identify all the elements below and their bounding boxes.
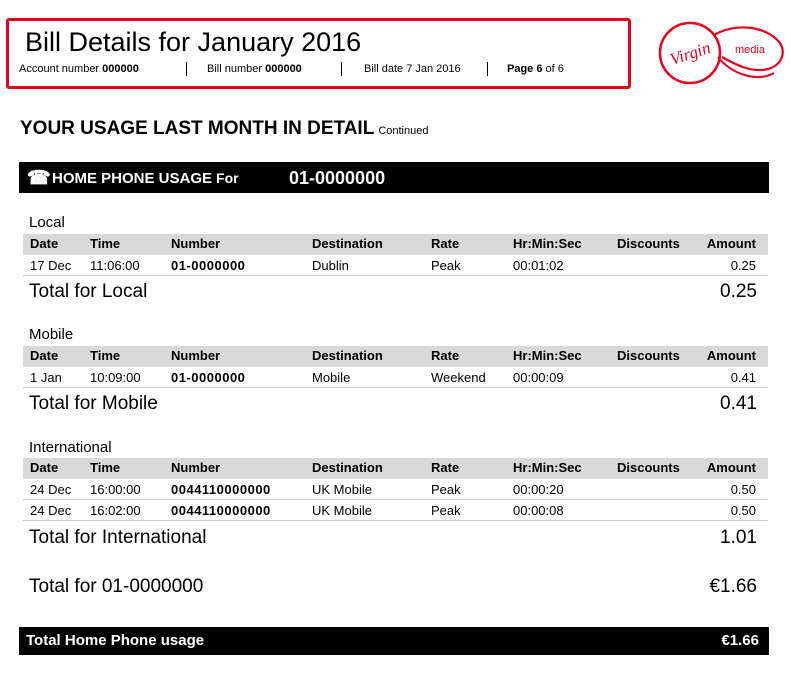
page-indicator: Page 6 of 6 xyxy=(507,63,564,75)
home-phone-usage-bar xyxy=(19,162,769,193)
column-header: Time xyxy=(90,236,121,251)
bill-title: Bill Details for January 2016 xyxy=(25,27,362,57)
column-header: Date xyxy=(30,348,59,363)
column-header: Date xyxy=(30,236,59,251)
bill-header xyxy=(6,18,631,89)
column-header: Rate xyxy=(431,460,460,475)
column-header: Hr:Min:Sec xyxy=(513,460,582,475)
virgin-media-logo xyxy=(656,13,786,93)
telephone-icon: ☎ xyxy=(27,168,51,189)
table-header xyxy=(23,234,768,255)
table-header xyxy=(23,346,768,367)
column-header: Rate xyxy=(431,348,460,363)
table-header xyxy=(23,458,768,479)
logo-product-text: media xyxy=(735,44,765,56)
group-label-international: International xyxy=(29,439,112,456)
column-header: Number xyxy=(171,348,221,363)
logo-brand-text: Virgin xyxy=(667,38,713,69)
column-header: Discounts xyxy=(617,236,680,251)
continued-label: Continued xyxy=(378,125,429,137)
table-row: 17 Dec 11:06:00 01-0000000 Dublin Peak 00:01:02 0.25 xyxy=(23,255,768,276)
column-header: Hr:Min:Sec xyxy=(513,348,582,363)
account-number: Account number 000000 xyxy=(19,63,139,75)
column-header: Discounts xyxy=(617,348,680,363)
column-header: Destination xyxy=(312,348,383,363)
column-header: Time xyxy=(90,348,121,363)
column-header: Date xyxy=(30,460,59,475)
home-phone-usage-label: HOME PHONE USAGE For xyxy=(52,170,239,187)
total-home-phone-usage-label: Total Home Phone usage xyxy=(26,632,205,649)
column-header: Number xyxy=(171,460,221,475)
column-header: Discounts xyxy=(617,460,680,475)
bill-number: Bill number 000000 xyxy=(207,63,302,75)
column-header: Rate xyxy=(431,236,460,251)
column-header: Amount xyxy=(706,348,756,363)
table-row: 24 Dec 16:00:00 0044110000000 UK Mobile Peak 00:00:20 0.50 xyxy=(23,479,768,500)
group-label-mobile: Mobile xyxy=(29,326,74,343)
table-row: 24 Dec 16:02:00 0044110000000 UK Mobile Peak 00:00:08 0.50 xyxy=(23,500,768,521)
column-header: Time xyxy=(90,460,121,475)
column-header: Destination xyxy=(312,236,383,251)
section-title: YOUR USAGE LAST MONTH IN DETAIL Continued xyxy=(20,118,429,139)
table-row: 1 Jan 10:09:00 01-0000000 Mobile Weekend 00:00:09 0.41 xyxy=(23,367,768,388)
total-home-phone-usage-value: €1.66 xyxy=(721,632,759,649)
total-home-phone-usage-bar xyxy=(19,627,769,655)
column-header: Destination xyxy=(312,460,383,475)
column-header: Amount xyxy=(706,236,756,251)
column-header: Number xyxy=(171,236,221,251)
bill-date: Bill date 7 Jan 2016 xyxy=(364,63,461,75)
column-header: Amount xyxy=(706,460,756,475)
column-header: Hr:Min:Sec xyxy=(513,236,582,251)
group-label-local: Local xyxy=(29,214,65,231)
phone-number: 01-0000000 xyxy=(289,168,386,188)
